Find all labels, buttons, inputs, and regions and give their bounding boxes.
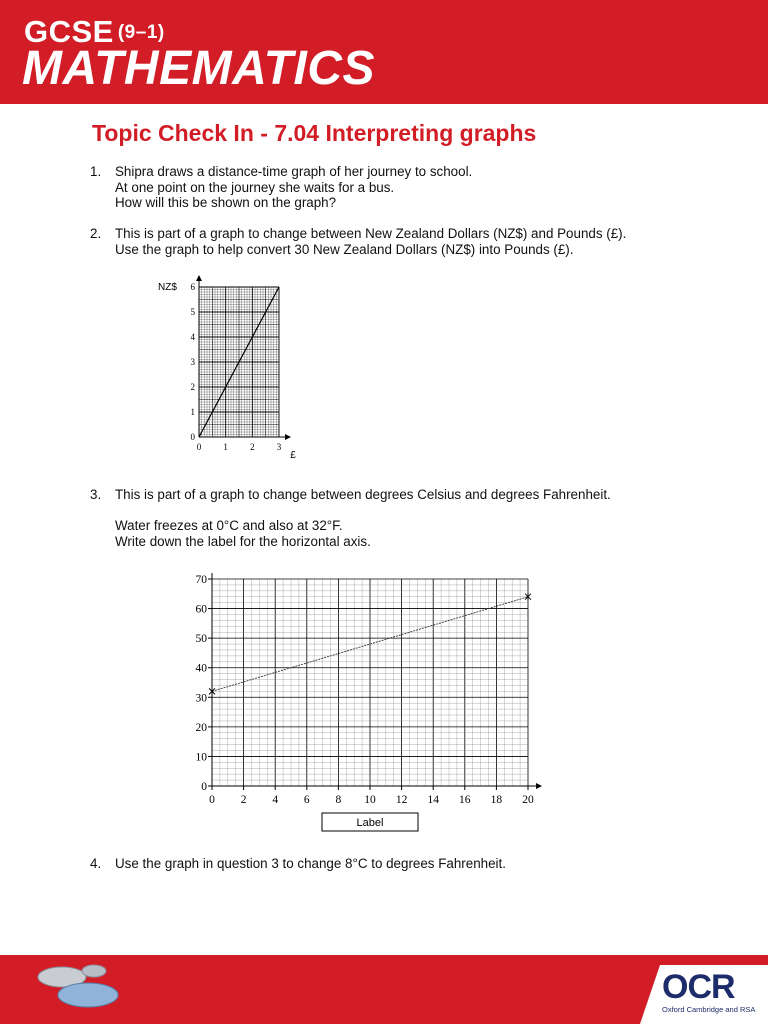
y-tick-label: 40 [195,662,207,675]
y-tick-label: 3 [190,357,195,367]
x-tick-label: 0 [209,794,215,806]
y-tick-label: 4 [190,332,195,342]
x-tick-label: 2 [240,794,247,806]
x-tick-label: 3 [276,442,282,452]
y-tick-label: 0 [190,432,195,442]
x-axis-label: Label [356,817,384,829]
x-tick-label: 0 [196,442,202,452]
x-tick-label: 20 [522,794,534,806]
header-banner [0,0,768,104]
brand-subject: MATHEMATICS [22,42,376,95]
y-tick-label: 30 [195,692,207,705]
question-line: Write down the label for the horizontal axis. [115,533,371,549]
y-tick-label: 5 [190,307,195,317]
x-tick-label: 18 [490,794,503,806]
question-number: 1. [90,164,102,179]
x-tick-label: 10 [364,794,376,806]
question-line: This is part of a graph to change between degrees Celsius and degrees Fahrenheit. [115,487,611,502]
brand-grade: (9–1) [117,22,165,43]
footer-decoration [0,955,768,1024]
x-tick-label: 4 [272,794,279,806]
question-line: Shipra draws a distance-time graph of her journey to school. [115,164,473,179]
y-tick-label: 1 [190,407,195,417]
celsius-fahrenheit-graph [180,566,550,838]
y-tick-label: 70 [195,574,207,586]
y-axis-arrow [196,275,202,281]
y-tick-label: 60 [195,603,207,616]
brand-gcse: GCSE (9–1) [24,14,165,49]
question-number: 3. [90,487,102,502]
y-tick-label: 2 [190,382,195,392]
y-tick-label: 50 [195,633,207,646]
x-tick-label: 6 [303,794,310,806]
ocr-logo: OCR [662,968,735,1006]
nz-dollar-pound-graph [150,272,310,462]
question-line: Use the graph in question 3 to change 8°C to degrees Fahrenheit. [115,856,506,871]
question-line: How will this be shown on the graph? [115,195,337,210]
question-number: 2. [90,226,102,241]
question-line: At one point on the journey she waits for a bus. [115,179,395,195]
x-axis-arrow [536,783,542,789]
x-tick-label: 16 [459,794,471,806]
x-tick-label: 8 [335,794,342,806]
question-line: Water freezes at 0°C and also at 32°F. [115,518,343,533]
y-tick-label: 0 [201,781,207,793]
x-tick-label: 1 [223,442,228,452]
question-number: 4. [90,856,102,871]
x-axis-label: £ [290,450,296,461]
ocr-logo-subtitle: Oxford Cambridge and RSA [662,1005,756,1014]
question-line: This is part of a graph to change between New Zealand Dollars (NZ$) and Pounds (£). [115,226,627,241]
badges-icon [38,965,118,1007]
x-tick-label: 2 [250,442,255,452]
y-axis-label: NZ$ [158,282,177,293]
x-axis-arrow [285,434,291,440]
question-line [115,503,611,519]
x-tick-label: 12 [395,794,408,806]
y-tick-label: 6 [190,282,195,292]
x-tick-label: 14 [427,794,439,806]
y-tick-label: 10 [195,751,207,764]
page-title: Topic Check In - 7.04 Interpreting graphs [92,120,537,146]
y-tick-label: 20 [195,721,207,734]
question-line: Use the graph to help convert 30 New Zealand Dollars (NZ$) into Pounds (£). [115,241,574,257]
